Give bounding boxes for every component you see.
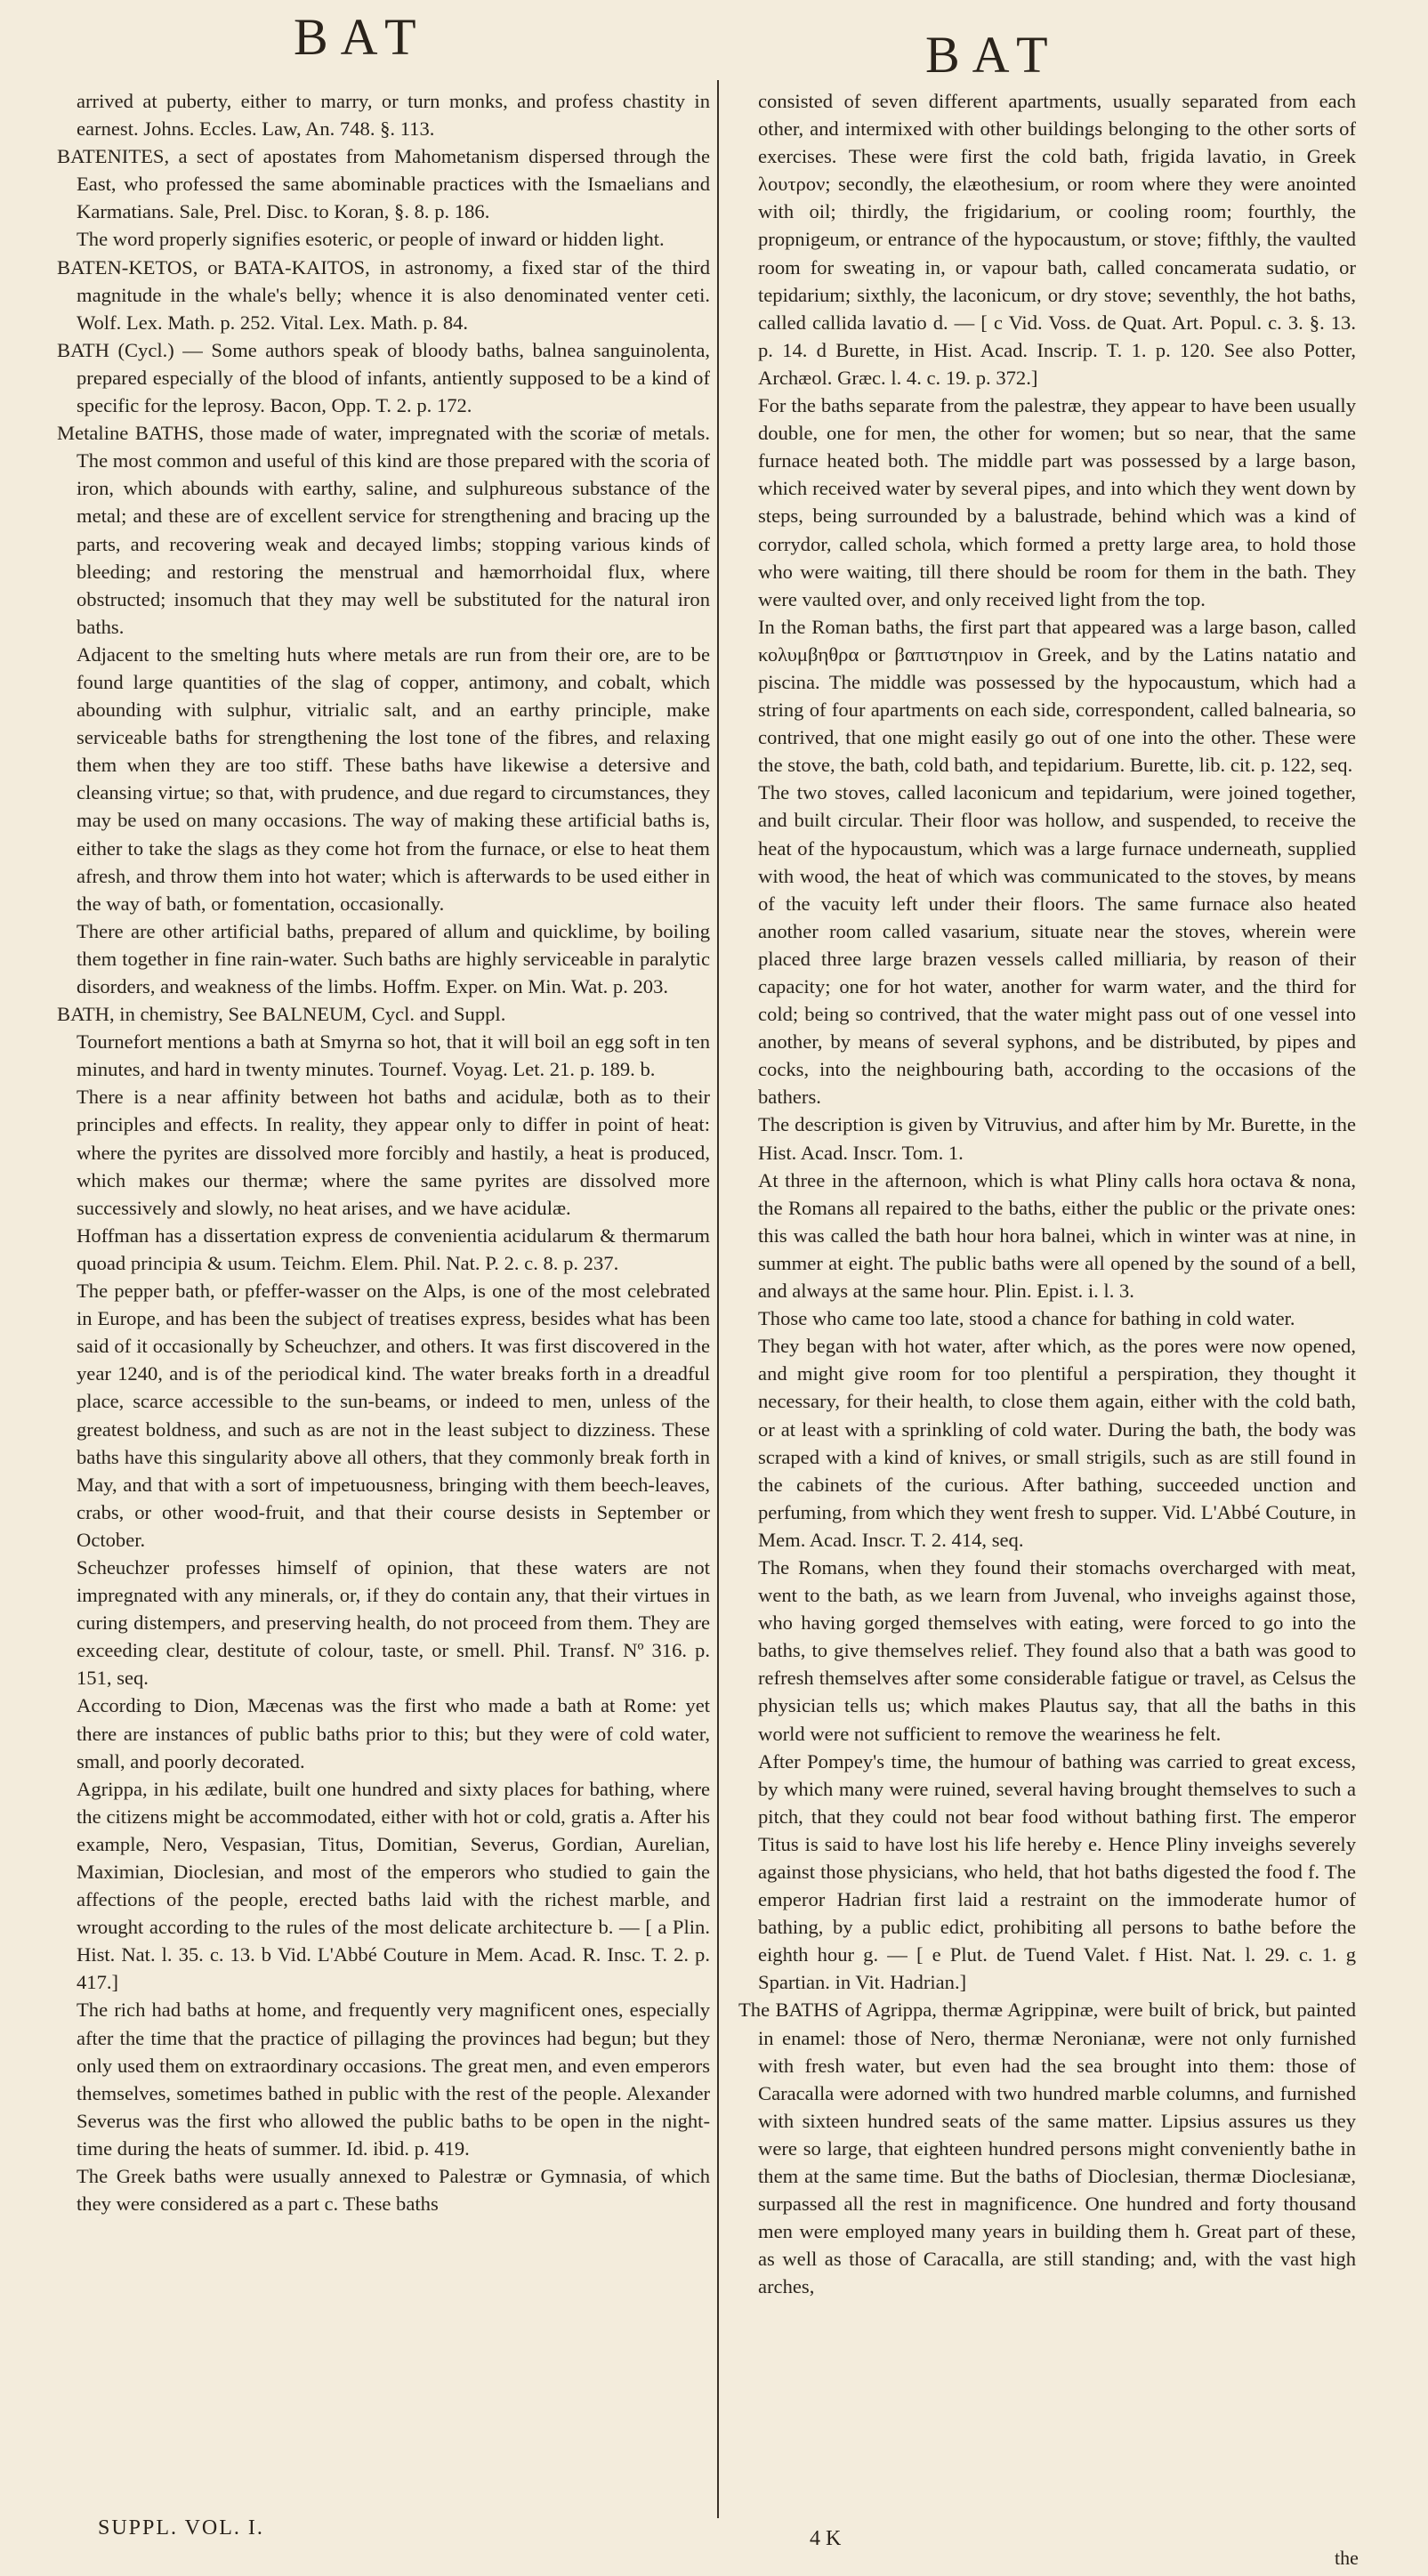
- paragraph: After Pompey's time, the humour of bathing was carried to great excess, by which many were ruined, several having brought themselves to such a pitch, that they could not bear food without bathing first. The emperor Titus is said to have lost his life hereby e. Hence Pliny inveighs severely against those physicians, who held, that hot baths digested the food f. The emperor Hadrian first laid a restraint on the immoderate humor of bathing, by a public edict, prohibiting all persons to bathe before the eighth hour g. — [ e Plut. de Tuend Valet. f Hist. Nat. l. 29. c. 1. g Spartian. in Vit. Hadrian.]: [758, 1749, 1356, 1994]
- paragraph: At three in the afternoon, which is what Pliny calls hora octava & nona, the Romans all repaired to the baths, either the public or the private ones: this was called the bath hour hora balnei, which in winter was at nine, in summer at eight. The public baths were all opened by the sound of a bell, and always at the same hour. Plin. Epist. i. l. 3.: [758, 1168, 1356, 1303]
- running-head-right: BAT: [925, 26, 1061, 84]
- paragraph: Agrippa, in his ædilate, built one hundred and sixty places for bathing, where the citizens might be accommodated, either with hot or cold, gratis a. After his example, Nero, Vespasian, Titus, Domitian, Severus, Gordian, Aurelian, Maximian, Dioclesian, and most of the emperors who studied to gain the affections of the people, erected baths laid with the richest marble, and wrought according to the rules of the most delicate architecture b. — [ a Plin. Hist. Nat. l. 35. c. 13. b Vid. L'Abbé Couture in Mem. Acad. R. Insc. T. 2. p. 417.]: [77, 1777, 710, 1994]
- paragraph: The description is given by Vitruvius, and after him by Mr. Burette, in the Hist. Acad. Inscr. Tom. 1.: [758, 1113, 1356, 1164]
- entry-bath-chemistry: BATH, in chemistry, See BALNEUM, Cycl. and Suppl.: [57, 1003, 506, 1026]
- gathering-mark: 4 K: [810, 2527, 842, 2550]
- paragraph: There are other artificial baths, prepared of allum and quicklime, by boiling them together in fine rain-water. Such baths are highly serviceable in paralytic disorders, and weakness of the limbs. Hoffm. Exper. on Min. Wat. p. 203.: [77, 919, 710, 997]
- right-column: [738, 87, 1356, 2525]
- paragraph: According to Dion, Mæcenas was the first who made a bath at Rome: yet there are instances of public baths prior to this; but they were of cold water, small, and poorly decorated.: [77, 1694, 710, 1773]
- entry-batenites: BATENITES, a sect of apostates from Mahometanism dispersed through the East, who professed the same abominable practices with the Ismaelians and Karmatians. Sale, Prel. Disc. to Koran, §. 8. p. 186.: [57, 145, 710, 223]
- paragraph: Those who came too late, stood a chance for bathing in cold water.: [758, 1307, 1295, 1330]
- paragraph: There is a near affinity between hot baths and acidulæ, both as to their principles and effects. In reality, they appear only to differ in point of heat: where the pyrites are dissolved more forcibly and hastily, a heat is produced, which makes our thermæ; where the same pyrites are dissolved more successively and slowly, no heat arises, and we have acidulæ.: [77, 1086, 710, 1219]
- paragraph: The word properly signifies esoteric, or people of inward or hidden light.: [77, 228, 665, 251]
- paragraph: The rich had baths at home, and frequently very magnificent ones, especially after the time that the practice of pillaging the provinces had begun; but they only used them on extraordinary occasions. The great men, and even emperors themselves, sometimes bathed in public with the rest of the people. Alexander Severus was the first who allowed the public baths to be open in the night-time during the heats of summer. Id. ibid. p. 419.: [77, 1999, 710, 2160]
- entry-baths-of-agrippa: The BATHS of Agrippa, thermæ Agrippinæ, were built of brick, but painted in enamel: those of Nero, thermæ Neronianæ, were not only furnished with fresh water, but even had the sea brought into them: those of Caracalla were adorned with two hundred marble columns, and furnished with sixteen hundred seats of the same matter. Lipsius assures us they were so large, that eighteen hundred persons might conveniently bathe in them at the same time. But the baths of Dioclesian, thermæ Dioclesianæ, surpassed all the rest in magnificence. One hundred and forty thousand men were employed many years in building them h. Great part of these, as well as those of Caracalla, are still standing; and, with the vast high arches,: [738, 1999, 1356, 2298]
- catchword: the: [1335, 2547, 1359, 2569]
- paragraph: The pepper bath, or pfeffer-wasser on the Alps, is one of the most celebrated in Europe, and has been the subject of treatises express, besides what has been said of it occasionally by Scheuchzer, and others. It was first discovered in the year 1240, and is of the periodical kind. The water breaks forth in a dreadful place, scarce accessible to the sun-beams, or indeed to men, unless of the greatest boldness, and such as are not in the least subject to dizziness. These baths have this singularity above all others, that they commonly break forth in May, and that with a sort of impetuousness, bringing with them beech-leaves, crabs, or other wood-fruit, and that their course desists in September or October.: [77, 1280, 710, 1551]
- signature-mark: SUPPL. VOL. I.: [98, 2516, 264, 2540]
- left-column: [57, 87, 710, 2507]
- column-rule: [717, 80, 719, 2518]
- paragraph: They began with hot water, after which, as the pores were now opened, and might give room for too plentiful a perspiration, they thought it necessary, for their health, to close them again, either with the cold bath, or at least with a sprinkling of cold water. During the bath, the body was scraped with a kind of knives, or small strigils, such as are still found in the cabinets of the curious. After bathing, succeeded unction and perfuming, from which they went fresh to supper. Vid. L'Abbé Couture, in Mem. Acad. Inscr. T. 2. 414, seq.: [758, 1335, 1356, 1551]
- paragraph: Tournefort mentions a bath at Smyrna so hot, that it will boil an egg soft in ten minutes, and hard in twenty minutes. Tournef. Voyag. Let. 21. p. 189. b.: [77, 1030, 710, 1081]
- paragraph: The Greek baths were usually annexed to Palestræ or Gymnasia, of which they were considered as a part c. These baths: [77, 2165, 710, 2216]
- paragraph: For the baths separate from the palestræ, they appear to have been usually double, one for men, the other for women; but so near, that the same furnace heated both. The middle part was possessed by a large bason, which received water by several pipes, and into which they went down by steps, being surrounded by a balustrade, behind which was a kind of corrydor, called schola, which formed a pretty large area, to hold those who were waiting, till there should be room for them in the bath. They were vaulted over, and only received light from the top.: [758, 394, 1356, 610]
- entry-metaline-baths: Metaline BATHS, those made of water, impregnated with the scoriæ of metals. The most common and useful of this kind are those prepared with the scoria of iron, which abounds with earthy, saline, and sulphureous substance of the metal; and these are of excellent service for strengthening and bracing up the parts, and recovering weak and decayed limbs; stopping various kinds of bleeding; and restoring the menstrual and hæmorrhoidal flux, where obstructed; insomuch that they may well be substituted for the natural iron baths.: [57, 422, 710, 638]
- paragraph: arrived at puberty, either to marry, or turn monks, and profess chastity in earnest. Johns. Eccles. Law, An. 748. §. 113.: [77, 90, 710, 141]
- paragraph: The two stoves, called laconicum and tepidarium, were joined together, and built circular. Their floor was hollow, and suspended, to receive the heat of the hypocaustum, which was a large furnace underneath, supplied with wood, the heat of which was communicated to the stoves, by means of the vacuity left under their floors. The same furnace also heated another room called vasarium, situate near the stoves, wherein were placed three large brazen vessels called milliaria, by reason of their capacity; one for hot water, another for warm water, and the third for cold; being so contrived, that the water might pass out of one vessel into another, by means of several syphons, and be distributed, by pipes and cocks, into the neighbouring bath, according to the occasions of the bathers.: [758, 781, 1356, 1109]
- entry-baten-ketos: BATEN-KETOS, or BATA-KAITOS, in astronomy, a fixed star of the third magnitude in the whale's belly; whence it is also denominated venter ceti. Wolf. Lex. Math. p. 252. Vital. Lex. Math. p. 84.: [57, 255, 710, 334]
- paragraph: Adjacent to the smelting huts where metals are run from their ore, are to be found large quantities of the slag of copper, antimony, and cobalt, which abounding with sulphur, vitrialic salt, and an earthy principle, make serviceable baths for strengthening the lost tone of the fibres, and relaxing them when they are too stiff. These baths have likewise a detersive and cleansing virtue; so that, with prudence, and due regard to circumstances, they may be used on many occasions. The way of making these artificial baths is, either to take the slags as they come hot from the furnace, or else to heat them afresh, and throw them into hot water; which is afterwards to be used either in the way of bath, or fomentation, occasionally.: [77, 642, 710, 915]
- paragraph: consisted of seven different apartments, usually separated from each other, and intermixed with other buildings belonging to the other sorts of exercises. These were first the cold bath, frigida lavatio, in Greek λουτρον; secondly, the elæothesium, or room where they were anointed with oil; thirdly, the frigidarium, or cooling room; fourthly, the propnigeum, or entrance of the hypocaustum, or stove; fifthly, the vaulted room for sweating in, or vapour bath, called concamerata sudatio, or tepidarium; sixthly, the laconicum, or dry stove; seventhly, the hot baths, called callida lavatio d. — [ c Vid. Voss. de Quat. Art. Popul. c. 3. §. 13. p. 14. d Burette, in Hist. Acad. Inscrip. T. 1. p. 120. See also Potter, Archæol. Græc. l. 4. c. 19. p. 372.]: [758, 90, 1356, 389]
- entry-bath: BATH (Cycl.) — Some authors speak of bloody baths, balnea sanguinolenta, prepared especially of the blood of infants, antiently supposed to be a kind of specific for the leprosy. Bacon, Opp. T. 2. p. 172.: [57, 338, 710, 417]
- paragraph: In the Roman baths, the first part that appeared was a large bason, called κολυμβηθρα or βαπτιστηριον in Greek, and by the Latins natatio and piscina. The middle was possessed by the hypocaustum, which had a string of four apartments on each side, correspondent, called balnearia, so contrived, that one might easily go out of one into the other. These were the stove, the bath, cold bath, and tepidarium. Burette, lib. cit. p. 122, seq.: [758, 615, 1356, 777]
- paragraph: Scheuchzer professes himself of opinion, that these waters are not impregnated with any minerals, or, if they do contain any, that their virtues in curing distempers, and preserving health, do not proceed from them. They are exceeding clear, destitute of colour, taste, or smell. Phil. Transf. Nº 316. p. 151, seq.: [77, 1555, 710, 1690]
- paragraph: The Romans, when they found their stomachs overcharged with meat, went to the bath, as we learn from Juvenal, who inveighs against those, who having gorged themselves with eating, were forced to go into the baths, to give themselves relief. They found also that a bath was good to refresh themselves after some considerable fatigue or travel, as Celsus the physician tells us; which makes Plautus say, that all the baths in this world were not sufficient to remove the weariness he felt.: [758, 1555, 1356, 1745]
- running-head-left: BAT: [294, 8, 429, 66]
- paragraph: Hoffman has a dissertation express de convenientia acidularum & thermarum quoad principia & usum. Teichm. Elem. Phil. Nat. P. 2. c. 8. p. 237.: [77, 1223, 710, 1274]
